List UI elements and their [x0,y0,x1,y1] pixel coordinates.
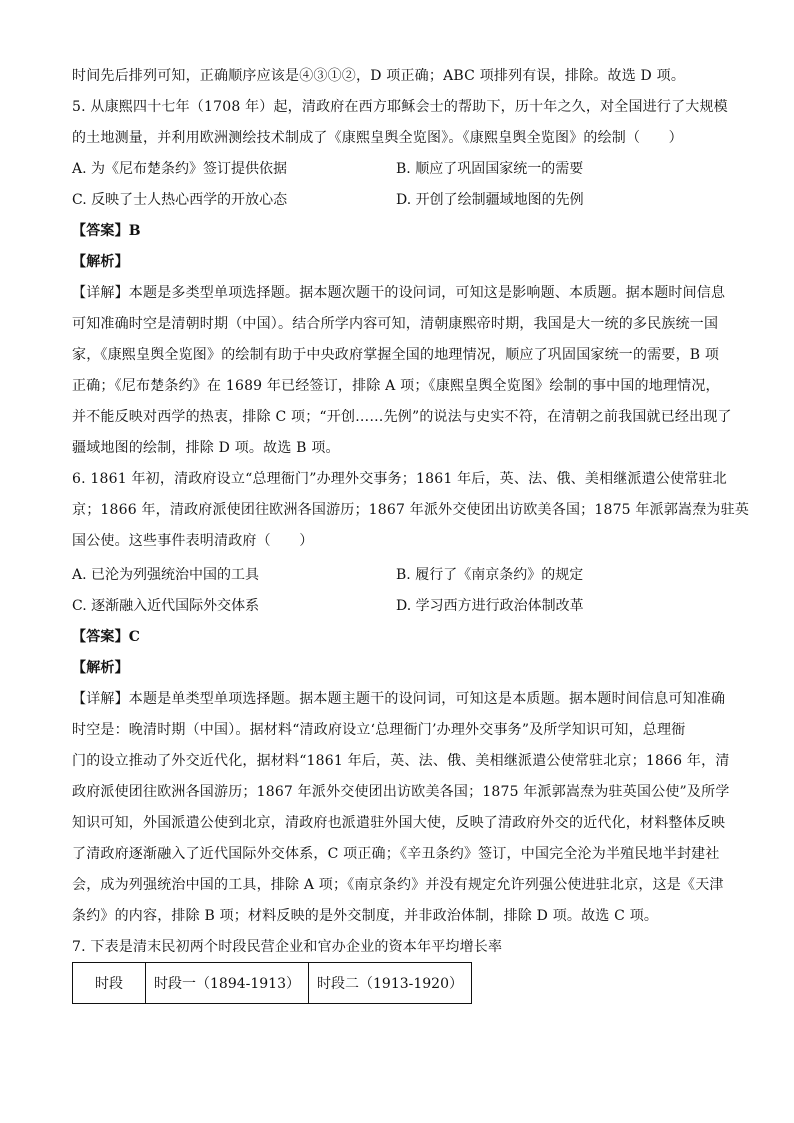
q5-option-d: D. 开创了绘制疆域地图的先例 [396,192,584,208]
q6-explanation: 知识可知，外国派遣公使到北京，清政府也派遣驻外国大使，反映了清政府外交的近代化，材料整体反映 [72,815,726,831]
q6-option-b: B. 履行了《南京条约》的规定 [396,567,584,583]
question-5-stem: 5. 从康熙四十七年（1708 年）起，清政府在西方耶稣会士的帮助下，历十年之久，对全国进行了大规模 [72,99,728,115]
q5-explanation: 可知准确时空是清朝时期（中国）。结合所学内容可知，清朝康熙帝时期，我国是大一统的多民族统一国 [72,316,719,332]
q6-analysis-label: 【解析】 [72,660,129,676]
text-line: 时间先后排列可知，正确顺序应该是④③①②，D 项正确；ABC 项排列有误，排除。故选 D 项。 [72,68,686,84]
q5-explanation: 疆域地图的绘制，排除 D 项。故选 B 项。 [72,440,340,456]
question-5-stem: 的土地测量，并利用欧洲测绘技术制成了《康熙皇舆全览图》。《康熙皇舆全览图》的绘制（ ） [72,130,683,146]
table-header-cell: 时段一（1894-1913） [146,963,309,1004]
q6-explanation: 时空是：晚清时期（中国）。据材料“清政府设立‘总理衙门’办理外交事务”及所学知识可知，总理衙 [72,722,686,738]
table-row [73,963,472,1004]
q6-explanation: 了清政府逐渐融入了近代国际外交体系，C 项正确；《辛丑条约》签订，中国完全沦为半殖民地半封建社 [72,846,720,862]
q5-explanation: 并不能反映对西学的热衷，排除 C 项；“开创……先例”的说法与史实不符，在清朝之前我国就已经出现了 [72,409,732,425]
q5-explanation: 正确；《尼布楚条约》在 1689 年已经签订，排除 A 项；《康熙皇舆全览图》绘制的事中国的地理情况， [72,378,720,394]
q6-option-d: D. 学习西方进行政治体制改革 [396,598,584,614]
q5-option-c: C. 反映了士人热心西学的开放心态 [72,192,288,208]
table-header-cell: 时段 [73,963,146,1004]
table-header-cell: 时段二（1913-1920） [309,963,472,1004]
q6-option-c: C. 逐渐融入近代国际外交体系 [72,598,260,614]
q6-explanation: 条约》的内容，排除 B 项；材料反映的是外交制度，并非政治体制，排除 D 项。故选 C 项。 [72,908,659,924]
q6-explanation: 政府派使团往欧洲各国游历；1867 年派外交使团出访欧美各国；1875 年派郭嵩焘为驻英国公使”及所学 [72,784,730,800]
q5-option-a: A. 为《尼布楚条约》签订提供依据 [72,161,288,177]
q6-explanation: 【详解】本题是单类型单项选择题。据本题主题干的设问词，可知这是本质题。据本题时间信息可知准确 [72,691,726,707]
q5-explanation: 家，《康熙皇舆全览图》的绘制有助于中央政府掌握全国的地理情况，顺应了巩固国家统一的需要，B 项 [72,347,720,363]
q5-analysis-label: 【解析】 [72,254,129,270]
question-6-stem: 京；1866 年，清政府派使团往欧洲各国游历；1867 年派外交使团出访欧美各国；1875 年派郭嵩焘为驻英 [72,502,750,518]
q5-explanation: 【详解】本题是多类型单项选择题。据本题次题干的设问词，可知这是影响题、本质题。据本题时间信息 [72,285,726,301]
q5-option-b: B. 顺应了巩固国家统一的需要 [396,161,584,177]
q5-answer: 【答案】B [72,223,141,239]
q7-table [72,962,472,1004]
question-6-stem: 国公使。这些事件表明清政府（ ） [72,533,314,549]
q6-answer: 【答案】C [72,629,141,645]
q6-option-a: A. 已沦为列强统治中国的工具 [72,567,260,583]
question-6-stem: 6. 1861 年初，清政府设立“总理衙门”办理外交事务；1861 年后，英、法、俄、美相继派遣公使常驻北 [72,471,727,487]
q6-explanation: 门的设立推动了外交近代化，据材料“1861 年后，英、法、俄、美相继派遣公使常驻北京；1866 年，清 [72,753,730,769]
question-7-stem: 7. 下表是清末民初两个时段民营企业和官办企业的资本年平均增长率 [72,939,503,955]
q6-explanation: 会，成为列强统治中国的工具，排除 A 项；《南京条约》并没有规定允许列强公使进驻北京，这是《天津 [72,877,724,893]
